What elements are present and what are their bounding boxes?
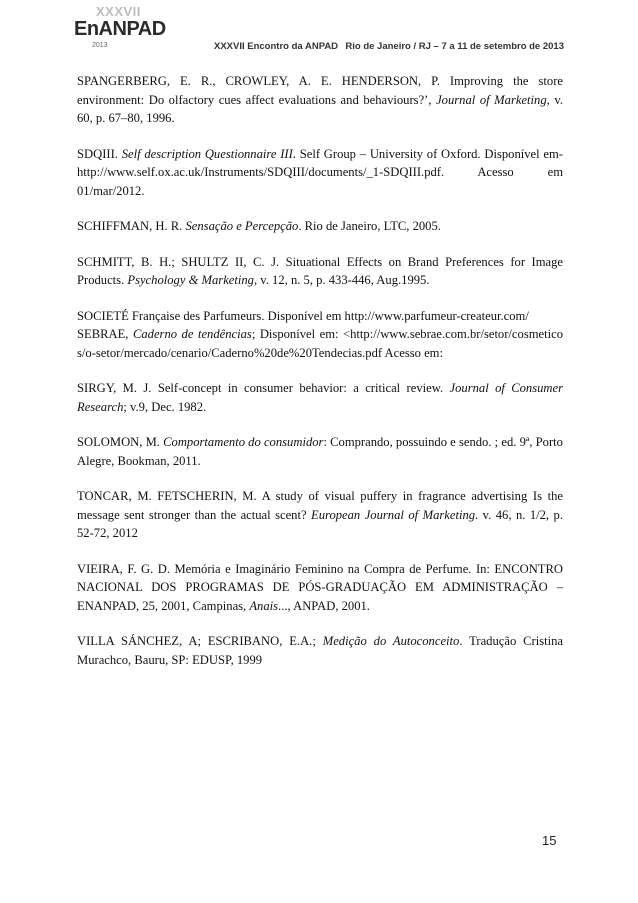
event-place-date: Rio de Janeiro / RJ – 7 a 11 de setembro de 2013 <box>345 41 564 52</box>
reference-entry: SOLOMON, M. Comportamento do consumidor: Comprando, possuindo e sendo. ; ed. 9ª, Porto Alegre, Bookman, 2011. <box>77 435 563 468</box>
reference-entry: VIEIRA, F. G. D. Memória e Imaginário Feminino na Compra de Perfume. In: ENCONTRO NACIONAL DOS PROGRAMAS DE PÓS-GRADUAÇÃO EM ADMINISTRAÇÃO – ENANPAD, 25, 2001, Campinas, Anais..., ANPAD, 2001. <box>77 561 563 613</box>
reference-entry: SPANGERBERG, E. R., CROWLEY, A. E. HENDERSON, P. Improving the store environment: Do olfactory cues affect evaluations and behaviours?’, Journal of Marketing, v. 60, p. 67–80, 1996. <box>77 74 563 125</box>
reference-entry: SCHIFFMAN, H. R. Sensação e Percepção. Rio de Janeiro, LTC, 2005. <box>77 219 441 233</box>
reference-entry: VILLA SÁNCHEZ, A; ESCRIBANO, E.A.; Medição do Autoconceito. Tradução Cristina Murachco, Bauru, SP: EDUSP, 1999 <box>77 634 564 667</box>
reference-entry: SCHMITT, B. H.; SHULTZ II, C. J. Situational Effects on Brand Preferences for Image Products. Psychology & Marketing, v. 12, n. 5, p. 433-446, Aug.1995. <box>77 254 563 287</box>
enanpad-logo <box>74 4 184 64</box>
reference-entry: SDQIII. Self description Questionnaire III. Self Group – University of Oxford. Disponível em- http://www.self.ox.ac.uk/Instruments/SDQIII/documents/_1-SDQIII.pdf. Acesso em 01/mar/2012. <box>77 146 563 198</box>
logo-roman-numeral: XXXVII <box>96 4 141 19</box>
logo-name: EnANPAD <box>74 18 166 40</box>
logo-year: 2013 <box>92 42 108 49</box>
reference-list <box>77 72 563 686</box>
reference-entry: SIRGY, M. J. Self-concept in consumer behavior: a critical review. Journal of Consumer Research; v.9, Dec. 1982. <box>77 381 564 414</box>
page-header <box>74 0 564 68</box>
reference-entry: TONCAR, M. FETSCHERIN, M. A study of visual puffery in fragrance advertising Is the message sent stronger than the actual scent? European Journal of Marketing. v. 46, n. 1/2, p. 52-72, 2012 <box>77 489 563 540</box>
reference-entry: SOCIETÉ Française des Parfumeurs. Disponível em http://www.parfumeur-createur.com/ SEBRAE, Caderno de tendências; Disponível em: <http://www.sebrae.com.br/setor/cosmeticos/o-setor/mercado/cenario/Caderno%20de%20Tendecias.pdf Acesso em: <box>77 308 563 360</box>
event-title: XXXVII Encontro da ANPAD <box>214 41 339 52</box>
page-number: 15 <box>542 833 557 848</box>
